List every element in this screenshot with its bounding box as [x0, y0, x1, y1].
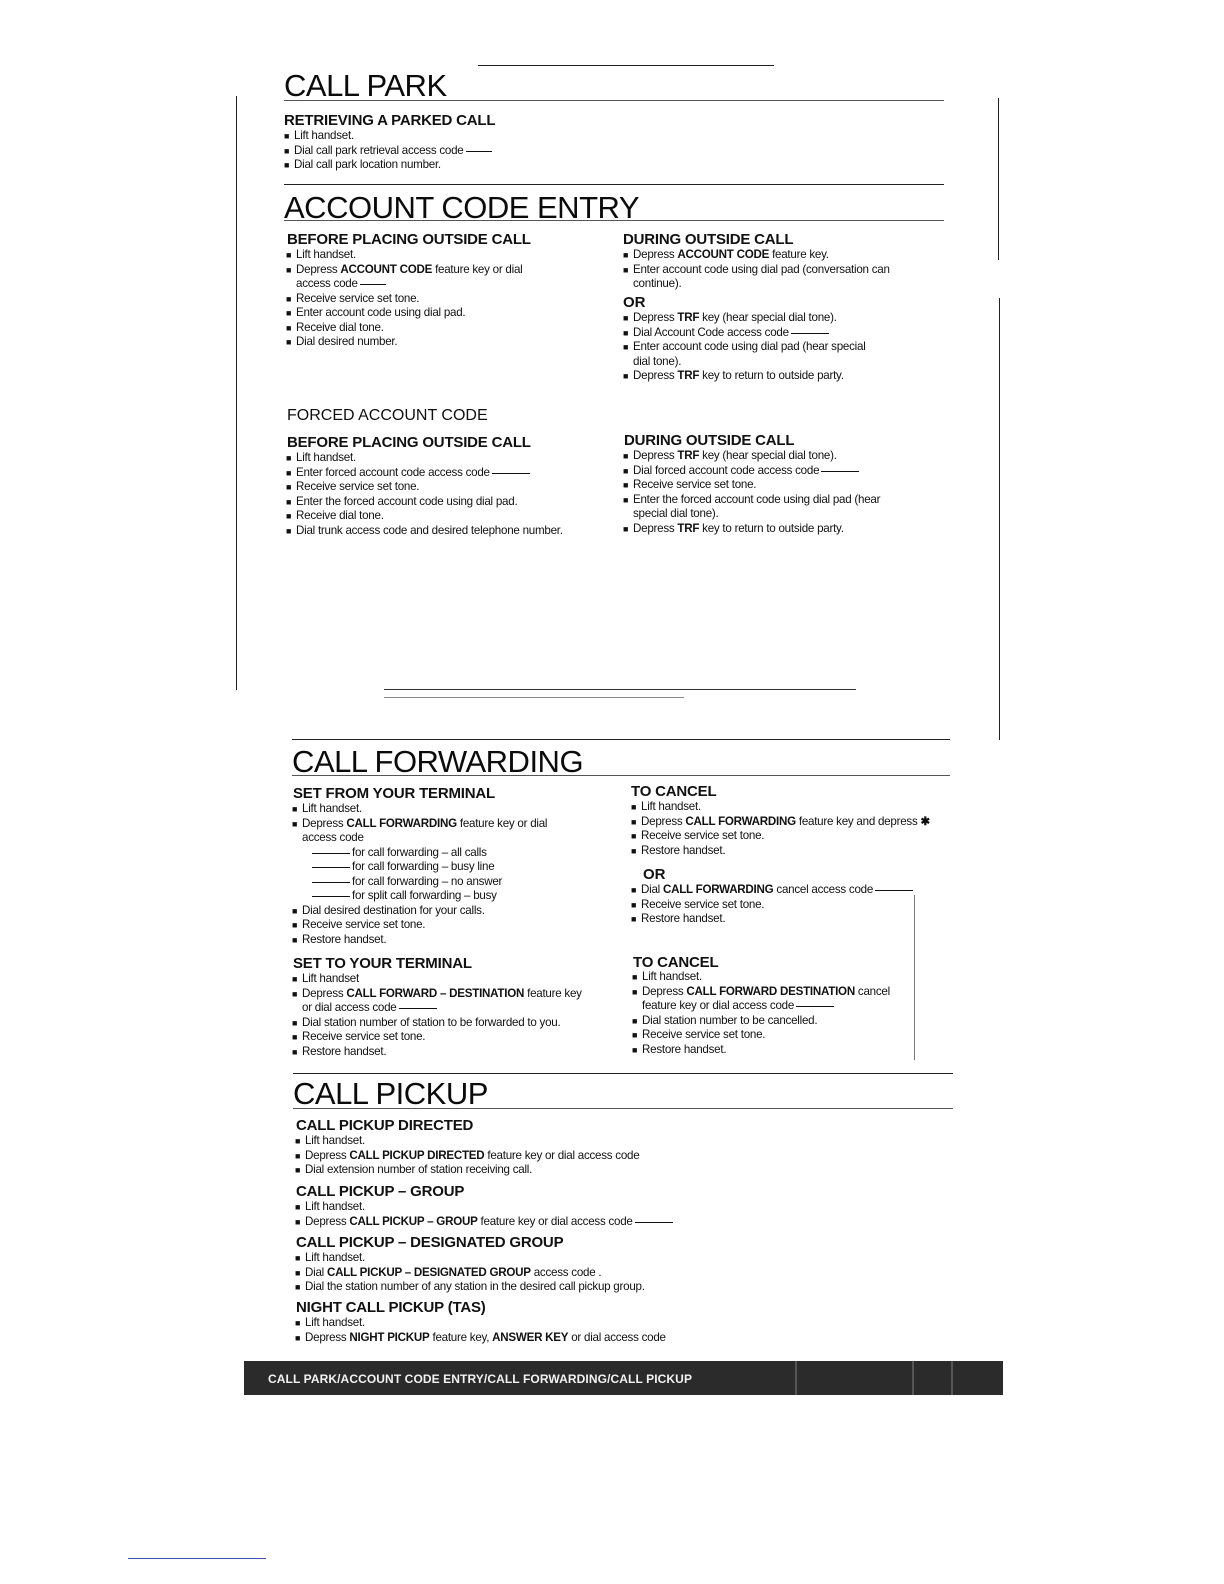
list-item: ■ Dial station number to be cancelled. — [632, 1013, 818, 1027]
list-item: ■ Receive service set tone. — [631, 897, 765, 911]
cancel-forwarding-heading: TO CANCEL — [631, 783, 717, 800]
call-pickup-top-rule — [293, 1073, 953, 1074]
list-item: or dial access code — [292, 1001, 582, 1016]
list-item: ■ Depress ACCOUNT CODE feature key. — [623, 248, 829, 261]
list-item: ■ Dial CALL FORWARDING cancel access code — [631, 883, 915, 898]
call-pickup-designated-steps — [295, 1251, 645, 1295]
forced-during-outside-call-heading: DURING OUTSIDE CALL — [624, 432, 795, 449]
page-break-rule-lower — [384, 697, 684, 698]
list-item: ■ Lift handset. — [292, 802, 362, 815]
list-item: ■ Depress TRF key (hear special dial tone). — [623, 311, 837, 324]
list-item: ■ Receive service set tone. — [632, 1028, 766, 1041]
right-margin-line-upper — [998, 98, 999, 260]
list-item: ■ Restore handset. — [631, 843, 726, 857]
list-item: ■ Depress TRF key to return to outside party. — [623, 369, 844, 382]
list-item: ■ Enter the forced account code using dial pad. — [286, 494, 518, 508]
list-item: ■ Receive service set tone. — [292, 1030, 426, 1043]
call-pickup-title: CALL PICKUP — [293, 1076, 488, 1111]
account-code-top-rule — [284, 184, 944, 185]
bottom-scan-line — [128, 1558, 266, 1559]
list-item: ■ Dial station number of station to be forwarded to you. — [292, 1015, 561, 1029]
list-item: ■ Dial extension number of station receiving call. — [295, 1163, 533, 1176]
list-item: ■ Dial trunk access code and desired telephone number. — [286, 523, 563, 537]
list-item: for split call forwarding – busy — [292, 889, 547, 904]
list-item: ■ Receive service set tone. — [286, 480, 420, 493]
footer-label: CALL PARK/ACCOUNT CODE ENTRY/CALL FORWARDING/CALL PICKUP — [268, 1372, 693, 1386]
list-item: ■ Restore handset. — [292, 932, 387, 946]
set-to-terminal-heading: SET TO YOUR TERMINAL — [293, 955, 472, 972]
list-item: for call forwarding – no answer — [292, 875, 547, 890]
list-item: ■ Lift handset. — [286, 248, 356, 261]
list-item: ■ Enter account code using dial pad (conversation can — [623, 262, 890, 276]
before-outside-call-steps — [286, 248, 522, 350]
forced-account-code-label: FORCED ACCOUNT CODE — [287, 407, 488, 424]
call-park-title: CALL PARK — [284, 68, 447, 103]
forced-during-steps — [623, 449, 880, 536]
cancel-forwarding-or-label: OR — [643, 866, 666, 883]
list-item: ■ Lift handset. — [286, 451, 356, 464]
list-item: ■ Receive service set tone. — [631, 829, 765, 842]
list-item: ■ Receive service set tone. — [623, 478, 757, 491]
list-item: ■ Lift handset. — [295, 1200, 365, 1213]
cancel-forwarding-steps — [631, 800, 930, 858]
set-to-terminal-steps — [292, 972, 582, 1059]
list-item: ■ Receive service set tone. — [292, 918, 426, 931]
call-park-title-rule — [284, 100, 944, 101]
cancel-forwarding-alt-steps — [631, 883, 915, 927]
list-item: ■ Receive service set tone. — [286, 291, 420, 305]
list-item: ■ Restore handset. — [292, 1044, 387, 1058]
list-item: ■ Restore handset. — [632, 1042, 727, 1056]
list-item: ■ Depress CALL PICKUP DIRECTED feature key or dial access code — [295, 1148, 640, 1162]
star-icon: ✱ — [920, 814, 930, 828]
footer-divider — [795, 1361, 797, 1395]
left-margin-line — [236, 96, 237, 690]
list-item: ■ Depress CALL FORWARDING feature key or dial — [292, 816, 548, 830]
page-break-rule — [384, 689, 856, 690]
list-item: ■ Depress ACCOUNT CODE feature key or dial — [286, 262, 523, 276]
account-code-title-rule — [284, 220, 944, 221]
night-call-pickup-steps — [295, 1316, 666, 1345]
list-item: ■ Dial call park retrieval access code — [284, 144, 494, 159]
list-item: ■ Enter account code using dial pad (hear special — [623, 340, 866, 353]
list-item: access code — [286, 277, 522, 292]
call-forwarding-title: CALL FORWARDING — [292, 744, 584, 779]
list-item: ■ Depress CALL FORWARDING feature key and depress ✱ — [631, 814, 930, 828]
set-from-terminal-heading: SET FROM YOUR TERMINAL — [293, 785, 495, 802]
call-pickup-designated-heading: CALL PICKUP – DESIGNATED GROUP — [296, 1234, 564, 1251]
cancel-destination-steps — [632, 970, 890, 1057]
before-outside-call-heading: BEFORE PLACING OUTSIDE CALL — [287, 231, 531, 248]
footer-divider — [951, 1361, 953, 1395]
list-item: ■ Depress CALL FORWARD – DESTINATION feature key — [292, 986, 582, 1000]
footer-bar — [244, 1361, 1003, 1395]
list-item: ■ Lift handset. — [284, 129, 354, 142]
call-forwarding-title-rule — [292, 775, 950, 776]
list-item: feature key or dial access code — [632, 999, 890, 1014]
list-item: ■ Dial CALL PICKUP – DESIGNATED GROUP access code . — [295, 1265, 602, 1279]
call-pickup-directed-heading: CALL PICKUP DIRECTED — [296, 1117, 474, 1134]
list-item: dial tone). — [633, 354, 682, 368]
list-item: ■ Restore handset. — [631, 912, 726, 925]
list-item: for call forwarding – busy line — [292, 860, 547, 875]
list-item: ■ Enter forced account code access code — [286, 466, 563, 481]
list-item: ■ Depress NIGHT PICKUP feature key, ANSWER KEY or dial access code — [295, 1330, 666, 1344]
list-item: ■ Dial desired number. — [286, 335, 398, 348]
list-item: access code — [302, 831, 364, 844]
list-item: ■ Receive dial tone. — [286, 320, 384, 334]
list-item: ■ Dial call park location number. — [284, 158, 441, 171]
list-item: ■ Dial the station number of any station in the desired call pickup group. — [295, 1280, 645, 1293]
list-item: ■ Depress CALL FORWARD DESTINATION cancel — [632, 984, 890, 998]
cancel-destination-side-line — [914, 895, 915, 1060]
list-item: ■ Receive dial tone. — [286, 509, 384, 522]
top-rule — [478, 65, 774, 66]
list-item: ■ Lift handset. — [295, 1251, 365, 1264]
list-item: ■ Dial forced account code access code — [623, 464, 880, 479]
during-outside-call-steps — [623, 248, 890, 292]
list-item: ■ Enter the forced account code using dial pad (hear — [623, 492, 881, 506]
retrieve-parked-call-steps — [284, 129, 494, 173]
set-from-terminal-steps — [292, 802, 547, 947]
list-item: ■ Dial Account Code access code — [623, 326, 866, 341]
during-outside-call-heading: DURING OUTSIDE CALL — [623, 231, 794, 248]
list-item: special dial tone). — [633, 507, 719, 520]
call-pickup-group-steps — [295, 1200, 675, 1229]
call-pickup-title-rule — [293, 1108, 953, 1109]
list-item: ■ Depress TRF key (hear special dial tone). — [623, 449, 837, 462]
list-item: ■ Depress CALL PICKUP – GROUP feature key or dial access code — [295, 1215, 675, 1230]
list-item: ■ Lift handset. — [295, 1134, 365, 1147]
list-item: ■ Dial desired destination for your calls. — [292, 903, 485, 917]
call-pickup-group-heading: CALL PICKUP – GROUP — [296, 1183, 465, 1200]
retrieve-parked-call-heading: RETRIEVING A PARKED CALL — [284, 112, 496, 129]
forced-before-steps — [286, 451, 563, 538]
list-item: ■ Lift handset. — [631, 800, 701, 813]
list-item: ■ Depress TRF key to return to outside party. — [623, 521, 844, 535]
forced-before-outside-call-heading: BEFORE PLACING OUTSIDE CALL — [287, 434, 531, 451]
account-code-entry-title: ACCOUNT CODE ENTRY — [284, 190, 640, 225]
list-item: ■ Enter account code using dial pad. — [286, 306, 466, 319]
call-pickup-directed-steps — [295, 1134, 639, 1178]
list-item: continue). — [633, 277, 682, 290]
night-call-pickup-heading: NIGHT CALL PICKUP (TAS) — [296, 1299, 486, 1316]
during-outside-call-alt-steps — [623, 311, 866, 384]
list-item: ■ Lift handset. — [632, 970, 702, 983]
call-forwarding-top-rule — [292, 739, 950, 740]
cancel-destination-heading: TO CANCEL — [633, 954, 719, 971]
list-item: ■ Lift handset. — [295, 1316, 365, 1329]
list-item: ■ Lift handset — [292, 972, 359, 985]
during-or-label: OR — [623, 294, 646, 311]
right-margin-line-lower — [999, 298, 1000, 740]
footer-divider — [912, 1361, 914, 1395]
list-item: for call forwarding – all calls — [292, 846, 547, 861]
